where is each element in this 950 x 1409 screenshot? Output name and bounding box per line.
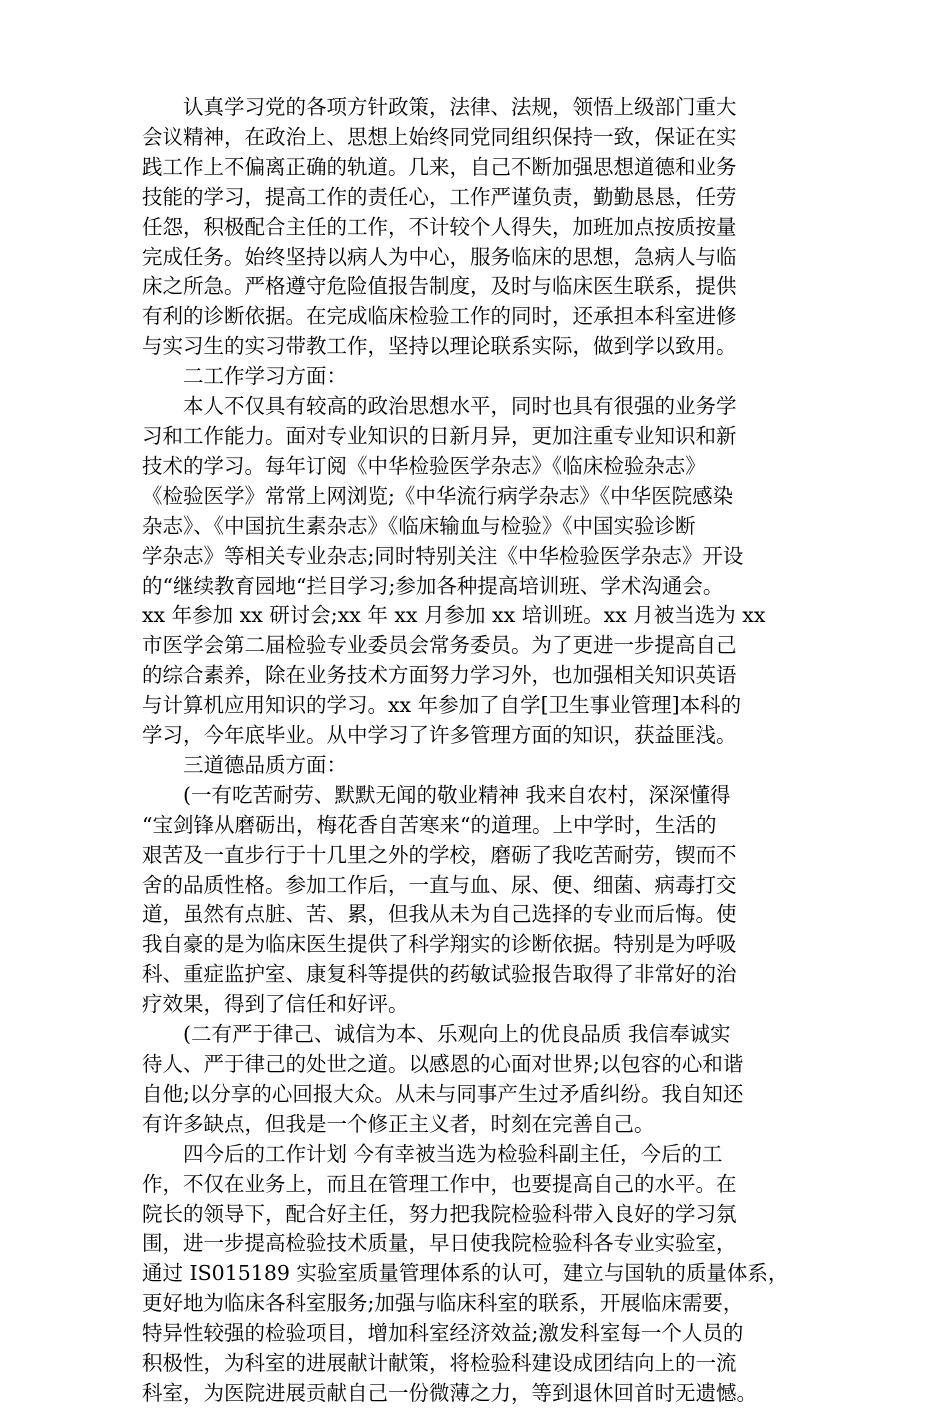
text-line: 会议精神，在政治上、思想上始终同党同组织保持一致，保证在实 bbox=[142, 124, 737, 149]
text-line: 疗效果，得到了信任和好评。 bbox=[142, 992, 409, 1017]
text-line: 三道德品质方面： bbox=[183, 752, 347, 777]
text-line: 习和工作能力。面对专业知识的日新月异，更加注重专业知识和新 bbox=[142, 423, 737, 448]
paragraph bbox=[142, 93, 810, 362]
text-line: 杂志》、《中国抗生素杂志》《临床输血与检验》《中国实验诊断 bbox=[142, 513, 696, 538]
paragraph bbox=[142, 751, 810, 781]
text-line: 院长的领导下，配合好主任，努力把我院检验科带入良好的学习氛 bbox=[142, 1201, 737, 1226]
text-line: 学杂志》等相关专业杂志;同时特别关注《中华检验医学杂志》开设 bbox=[142, 543, 744, 568]
text-line: 特异性较强的检验项目，增加科室经济效益;激发科室每一个人员的 bbox=[142, 1321, 744, 1346]
text-line: 我自豪的是为临床医生提供了科学翔实的诊断依据。特别是为呼吸 bbox=[142, 932, 737, 957]
text-line: 本人不仅具有较高的政治思想水平，同时也具有很强的业务学 bbox=[183, 394, 737, 419]
text-line: 完成任务。始终坚持以病人为中心，服务临床的思想，急病人与临 bbox=[142, 244, 737, 269]
text-line: 艰苦及一直步行于十几里之外的学校，磨砺了我吃苦耐劳，锲而不 bbox=[142, 842, 737, 867]
paragraph bbox=[142, 392, 810, 751]
text-line: 践工作上不偏离正确的轨道。几来，自己不断加强思想道德和业务 bbox=[142, 154, 737, 179]
text-line: 通过 IS015189 实验室质量管理体系的认可，建立与国轨的质量体系， bbox=[142, 1261, 789, 1286]
text-line: 有许多缺点，但我是一个修正主义者，时刻在完善自己。 bbox=[142, 1111, 655, 1136]
text-line: 更好地为临床各科室服务;加强与临床科室的联系，开展临床需要， bbox=[142, 1291, 744, 1316]
text-line: 技能的学习，提高工作的责任心，工作严谨负责，勤勤恳恳，任劳 bbox=[142, 184, 737, 209]
text-line: 与实习生的实习带教工作，坚持以理论联系实际，做到学以致用。 bbox=[142, 334, 737, 359]
text-line: xx 年参加 xx 研讨会;xx 年 xx 月参加 xx 培训班。xx 月被当选为 xx bbox=[142, 603, 766, 628]
text-line: 科室，为医院进展贡献自己一份微薄之力，等到退休回首时无遗憾。 bbox=[142, 1380, 757, 1405]
paragraph bbox=[142, 781, 810, 1020]
text-line: 《检验医学》常常上网浏览;《中华流行病学杂志》《中华医院感染 bbox=[142, 483, 734, 508]
paragraph bbox=[142, 362, 810, 392]
text-line: 的综合素养，除在业务技术方面努力学习外，也加强相关知识英语 bbox=[142, 663, 737, 688]
text-line: (二有严于律己、诚信为本、乐观向上的优良品质 我信奉诚实 bbox=[183, 1022, 731, 1047]
text-line: 四今后的工作计划 今有幸被当选为检验科副主任，今后的工 bbox=[183, 1141, 723, 1166]
paragraph bbox=[142, 1140, 810, 1409]
text-line: 自他;以分享的心回报大众。从未与同事产生过矛盾纠纷。我自知还 bbox=[142, 1081, 744, 1106]
document-body bbox=[142, 93, 810, 1409]
text-line: 围，进一步提高检验技术质量，早日使我院检验科各专业实验室， bbox=[142, 1231, 737, 1256]
text-line: 认真学习党的各项方针政策，法律、法规，领悟上级部门重大 bbox=[183, 95, 737, 119]
text-line: 任怨，积极配合主任的工作，不计较个人得失，加班加点按质按量 bbox=[142, 214, 737, 239]
text-line: 待人、严于律己的处世之道。以感恩的心面对世界;以包容的心和谐 bbox=[142, 1052, 744, 1076]
text-line: (一有吃苦耐劳、默默无闻的敬业精神 我来自农村，深深懂得 bbox=[183, 782, 731, 807]
text-line: 舍的品质性格。参加工作后，一直与血、尿、便、细菌、病毒打交 bbox=[142, 872, 737, 897]
text-line: 与计算机应用知识的学习。xx 年参加了自学[卫生事业管理]本科的 bbox=[142, 693, 742, 718]
text-line: 作，不仅在业务上，而且在管理工作中，也要提高自己的水平。在 bbox=[142, 1171, 737, 1196]
paragraph bbox=[142, 1020, 810, 1140]
text-line: 床之所急。严格遵守危险值报告制度，及时与临床医生联系，提供 bbox=[142, 274, 737, 299]
text-line: 的“继续教育园地“拦目学习;参加各种提高培训班、学术沟通会。 bbox=[142, 573, 724, 598]
text-line: 学习，今年底毕业。从中学习了许多管理方面的知识，获益匪浅。 bbox=[142, 723, 737, 748]
text-line: 二工作学习方面： bbox=[183, 364, 347, 389]
text-line: 技术的学习。每年订阅《中华检验医学杂志》《临床检验杂志》 bbox=[142, 453, 706, 478]
text-line: “宝剑锋从磨砺出，梅花香自苦寒来“的道理。上中学时，生活的 bbox=[142, 812, 717, 837]
text-line: 道，虽然有点脏、苦、累，但我从未为自己选择的专业而后悔。使 bbox=[142, 902, 737, 927]
text-line: 市医学会第二届检验专业委员会常务委员。为了更进一步提高自己 bbox=[142, 633, 737, 658]
text-line: 科、重症监护室、康复科等提供的药敏试验报告取得了非常好的治 bbox=[142, 962, 737, 987]
text-line: 积极性，为科室的进展献计献策，将检验科建设成团结向上的一流 bbox=[142, 1351, 737, 1376]
text-line: 有利的诊断依据。在完成临床检验工作的同时，还承担本科室进修 bbox=[142, 304, 737, 329]
